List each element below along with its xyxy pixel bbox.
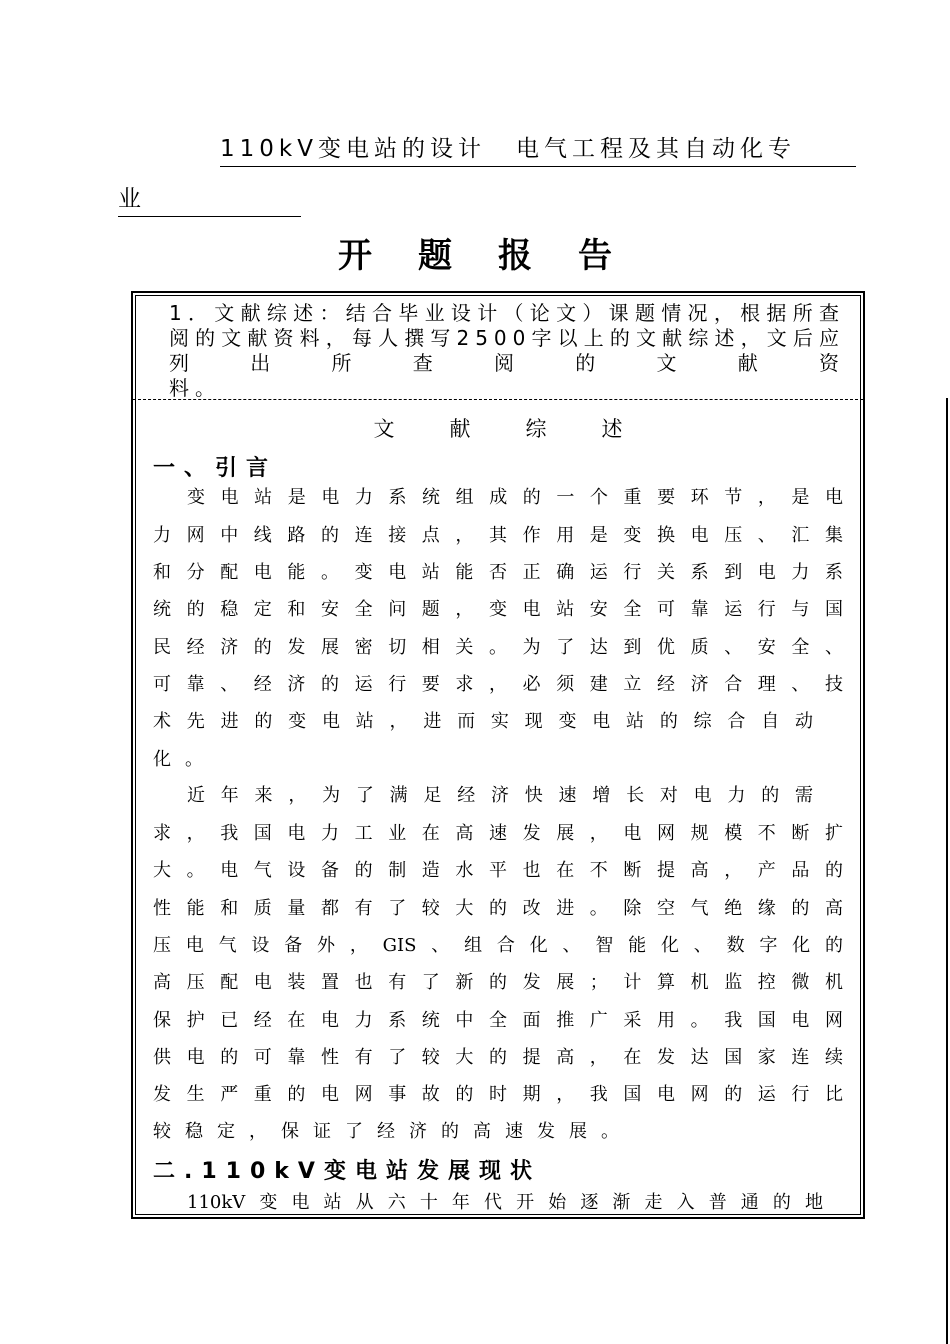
paragraph-line: 求，我国电力工业在高速发展，电网规模不断扩	[153, 823, 843, 844]
paragraph-line: 统的稳定和安全问题，变电站安全可靠运行与国	[153, 599, 843, 620]
section-heading-introduction: 一、引言	[153, 456, 278, 481]
paragraph-line: 供电的可靠性有了较大的提高，在发达国家连续	[153, 1047, 843, 1068]
report-heading: 开题报告	[338, 236, 658, 276]
paragraph-line: 发生严重的电网事故的时期，我国电网的运行比	[153, 1084, 843, 1105]
instruction-text: 1．文献综述：结合毕业设计（论文）课题情况，根据所查阅的文献资料，每人撰写2500字以上的文献综述，文后应列出所查阅的文献资	[169, 301, 845, 375]
paragraph-line: 较稳定，保证了经济的高速发展。	[153, 1121, 633, 1142]
report-form-box	[131, 291, 865, 1219]
paragraph-line: 化。	[153, 749, 217, 770]
paragraph-line: 近年来，为了满足经济快速增长对电力的需	[187, 785, 813, 806]
paragraph-line: 变电站是电力系统组成的一个重要环节，是电	[187, 487, 843, 508]
paragraph-line: 高压配电装置也有了新的发展；计算机监控微机	[153, 972, 843, 993]
paragraph-line: 保护已经在电力系统中全面推广采用。我国电网	[153, 1010, 843, 1031]
paragraph-line: 力网中线路的连接点，其作用是变换电压、汇集	[153, 525, 843, 546]
thesis-major: 电气工程及其自动化专	[515, 136, 796, 162]
instruction-text-end: 料。	[169, 376, 221, 400]
paragraph-line: 110kV变电站从六十年代开始逐渐走入普通的地	[187, 1192, 823, 1213]
section-heading-development: 二.110kV变电站发展现状	[153, 1159, 541, 1184]
thesis-title-line	[220, 134, 856, 167]
thesis-topic: 110kV变电站的设计	[220, 136, 486, 162]
paragraph-line: 和分配电能。变电站能否正确运行关系到电力系	[153, 562, 843, 583]
page-edge-line	[946, 398, 948, 1344]
paragraph-line: 民经济的发展密切相关。为了达到优质、安全、	[153, 637, 843, 658]
paragraph-line: 性能和质量都有了较大的改进。除空气绝缘的高	[153, 898, 843, 919]
paragraph-line: 可靠、经济的运行要求，必须建立经济合理、技	[153, 674, 843, 695]
thesis-major-continued: 业	[118, 184, 301, 217]
paragraph-line: 术先进的变电站，进而实现变电站的综合自动	[153, 711, 813, 732]
paragraph-line: 压电气设备外，GIS、组合化、智能化、数字化的	[153, 935, 843, 956]
dashed-divider	[133, 399, 863, 400]
paragraph-line: 大。电气设备的制造水平也在不断提高，产品的	[153, 860, 843, 881]
review-title: 文献综述	[373, 417, 678, 441]
